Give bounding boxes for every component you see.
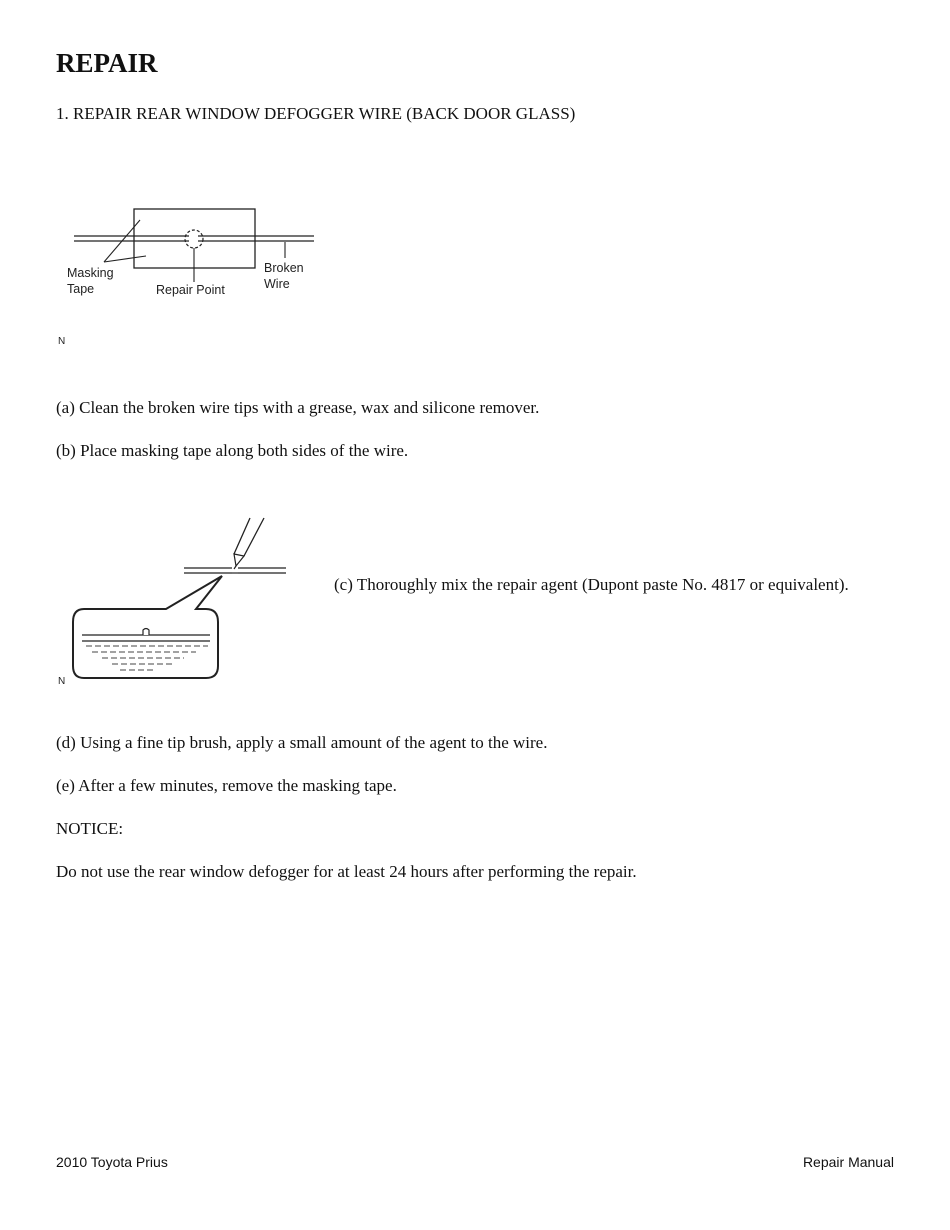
step-c: (c) Thoroughly mix the repair agent (Dupont paste No. 4817 or equivalent). xyxy=(334,575,849,594)
step-b: (b) Place masking tape along both sides of the wire. xyxy=(56,441,409,460)
magnified-repair-bump xyxy=(143,629,149,636)
brush-point xyxy=(234,566,236,569)
step-d: (d) Using a fine tip brush, apply a small amount of the agent to the wire. xyxy=(56,733,548,752)
brush-tip xyxy=(234,554,244,566)
masking-leader-2 xyxy=(104,256,146,262)
notice-label: NOTICE: xyxy=(56,819,124,838)
masking-tape-diagram xyxy=(56,200,326,350)
label-wire: Wire xyxy=(264,277,290,291)
label-broken: Broken xyxy=(264,261,304,275)
label-tape: Tape xyxy=(67,282,95,296)
paste-application-illustration xyxy=(56,512,296,692)
paste-application-diagram xyxy=(56,512,296,692)
label-repair-point: Repair Point xyxy=(156,283,225,297)
section-heading: 1. REPAIR REAR WINDOW DEFOGGER WIRE (BACK DOOR GLASS) xyxy=(56,104,576,123)
step-a: (a) Clean the broken wire tips with a grease, wax and silicone remover. xyxy=(56,398,540,417)
notice-text: Do not use the rear window defogger for at least 24 hours after performing the repair. xyxy=(56,862,637,881)
callout-bubble xyxy=(73,576,222,678)
footer-left: 2010 Toyota Prius xyxy=(56,1154,168,1170)
repair-point-circle xyxy=(185,230,203,248)
footer-right: Repair Manual xyxy=(802,1154,894,1170)
label-masking: Masking xyxy=(67,266,114,280)
figure-code: N xyxy=(58,676,66,687)
page-title: REPAIR xyxy=(56,48,158,78)
masking-tape-illustration xyxy=(56,200,326,350)
figure-code: N xyxy=(58,336,66,347)
step-e: (e) After a few minutes, remove the masking tape. xyxy=(56,776,397,795)
